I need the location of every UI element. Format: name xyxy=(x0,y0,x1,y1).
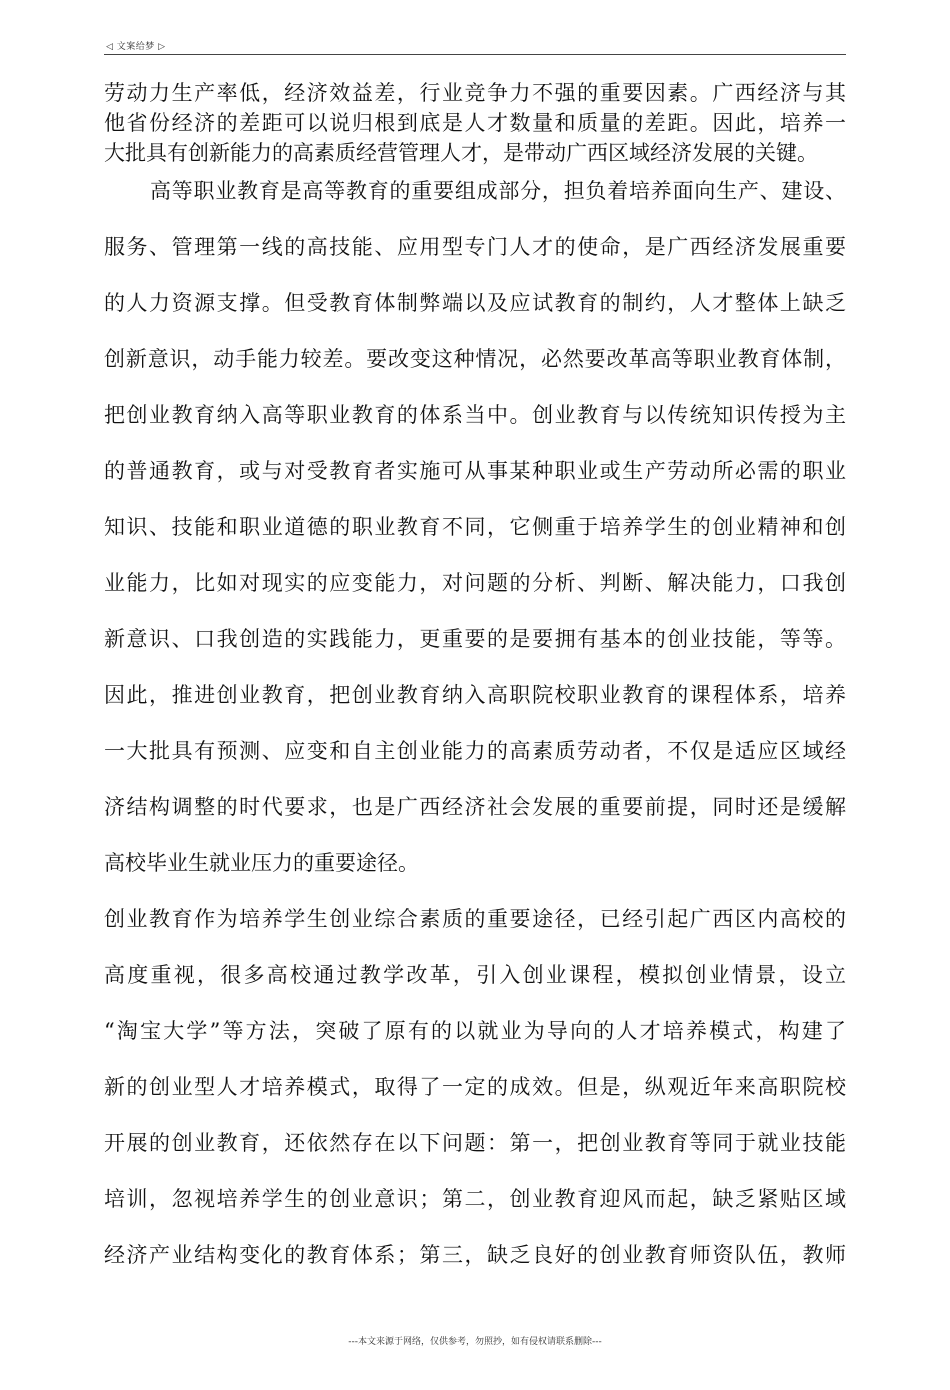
text-line: 业能力，比如对现实的应变能力，对问题的分析、判断、解决能力，口我创 xyxy=(104,571,846,595)
paragraph-continued xyxy=(104,78,846,168)
text-line: 因此，推进创业教育，把创业教育纳入高职院校职业教育的课程体系，培养 xyxy=(104,683,846,707)
text-line: 高校毕业生就业压力的重要途径。 xyxy=(104,851,419,875)
text-line: 把创业教育纳入高等职业教育的体系当中。创业教育与以传统知识传授为主 xyxy=(104,403,846,427)
text-line: 新意识、口我创造的实践能力，更重要的是要拥有基本的创业技能，等等。 xyxy=(104,627,846,651)
text-line: 他省份经济的差距可以说归根到底是人才数量和质量的差距。因此，培养一 xyxy=(104,111,846,135)
text-line: 新的创业型人才培养模式，取得了一定的成效。但是，纵观近年来高职院校 xyxy=(104,1075,846,1099)
text-line: 知识、技能和职业道德的职业教育不同，它侧重于培养学生的创业精神和创 xyxy=(104,515,846,539)
text-line: 创新意识，动手能力较差。要改变这种情况，必然要改革高等职业教育体制， xyxy=(104,347,846,371)
text-line: 经济产业结构变化的教育体系；第三，缺乏良好的创业教育师资队伍，教师 xyxy=(104,1243,846,1267)
text-line: 济结构调整的时代要求，也是广西经济社会发展的重要前提，同时还是缓解 xyxy=(104,795,846,819)
text-line: 培训，忽视培养学生的创业意识；第二，创业教育迎风而起，缺乏紧贴区域 xyxy=(104,1187,846,1211)
text-line: 的人力资源支撑。但受教育体制弊端以及应试教育的制约，人才整体上缺乏 xyxy=(104,291,846,315)
main-text-block xyxy=(104,177,846,1297)
page-header xyxy=(104,38,846,55)
header-logo-text: ◁ 文案给梦 ▷ xyxy=(106,42,166,52)
text-line: “淘宝大学”等方法，突破了原有的以就业为导向的人才培养模式，构建了 xyxy=(104,1019,846,1043)
text-line: 大批具有创新能力的高素质经营管理人才，是带动广西区域经济发展的关键。 xyxy=(104,141,818,165)
text-line: 开展的创业教育，还依然存在以下问题：第一，把创业教育等同于就业技能 xyxy=(104,1131,846,1155)
text-line: 高等职业教育是高等教育的重要组成部分，担负着培养面向生产、建设、 xyxy=(150,179,846,203)
text-line: 创业教育作为培养学生创业综合素质的重要途径，已经引起广西区内高校的 xyxy=(104,907,846,931)
text-line: 一大批具有预测、应变和自主创业能力的高素质劳动者，不仅是适应区域经 xyxy=(104,739,846,763)
page-footer: ---本文来源于网络，仅供参考，勿照抄，如有侵权请联系删除--- xyxy=(348,1337,602,1347)
text-line: 的普通教育，或与对受教育者实施可从事某种职业或生产劳动所必需的职业 xyxy=(104,459,846,483)
text-line: 服务、管理第一线的高技能、应用型专门人才的使命，是广西经济发展重要 xyxy=(104,235,846,259)
text-line: 高度重视，很多高校通过教学改革，引入创业课程，模拟创业情景，设立 xyxy=(104,963,846,987)
text-line: 劳动力生产率低，经济效益差，行业竞争力不强的重要因素。广西经济与其 xyxy=(104,81,846,105)
